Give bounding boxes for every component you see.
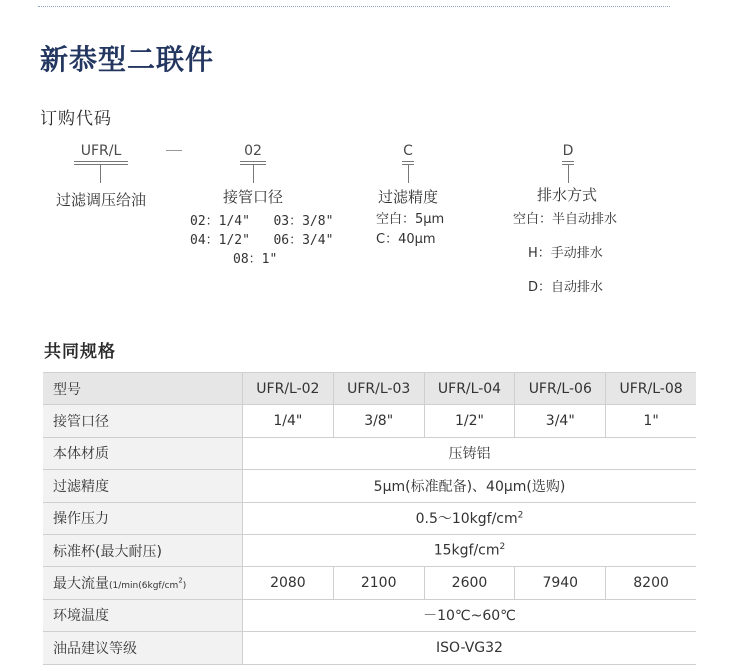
row-label: 接管口径 — [43, 405, 242, 437]
value-cell: 1" — [606, 405, 696, 437]
value-cell: 2100 — [333, 567, 424, 599]
drain-code: D — [562, 143, 574, 159]
table-row — [43, 567, 696, 599]
model-cell: UFR/L-03 — [333, 373, 424, 405]
table-row — [43, 437, 696, 469]
value-cell: 3/4" — [515, 405, 606, 437]
model-cell: UFR/L-04 — [424, 373, 515, 405]
flow-unit-sup: 2 — [178, 576, 183, 585]
proof-value: 15kgf/cm — [433, 542, 500, 559]
value-cell: －10℃~60℃ — [242, 599, 696, 631]
row-label: 油品建议等级 — [43, 632, 242, 664]
value-cell — [242, 534, 696, 566]
spec-table — [43, 372, 696, 665]
filter-connector — [408, 165, 409, 183]
flow-label: 最大流量 — [53, 576, 109, 593]
table-row — [43, 599, 696, 631]
table-row — [43, 534, 696, 566]
order-code-heading: 订购代码 — [40, 109, 112, 129]
value-cell — [242, 502, 696, 534]
value-cell: 1/4" — [242, 405, 333, 437]
flow-unit-end: ) — [182, 581, 187, 592]
table-row — [43, 470, 696, 502]
size-code: 02 — [244, 143, 262, 159]
value-cell: 压铸铝 — [242, 437, 696, 469]
value-cell: 3/8" — [333, 405, 424, 437]
spec-heading: 共同规格 — [44, 342, 116, 362]
value-cell: 7940 — [515, 567, 606, 599]
model-cell: UFR/L-02 — [242, 373, 333, 405]
separator-dash — [166, 150, 182, 151]
row-label: 本体材质 — [43, 437, 242, 469]
value-cell: 5μm(标准配备)、40μm(选购) — [242, 470, 696, 502]
size-option: 02：1/4" 03：3/8" — [190, 214, 334, 229]
value-cell: 2080 — [242, 567, 333, 599]
flow-unit: (1/min(6kgf/cm — [109, 581, 179, 592]
pressure-sup: 2 — [517, 510, 524, 521]
size-label: 接管口径 — [222, 188, 283, 206]
value-cell: ISO-VG32 — [242, 632, 696, 664]
row-label: 标准杯(最大耐压) — [43, 534, 242, 566]
drain-option: H：手动排水 — [528, 246, 603, 261]
table-row — [43, 502, 696, 534]
filter-option: C：40μm — [376, 232, 436, 247]
drain-option: 空白：半自动排水 — [513, 212, 618, 227]
drain-connector — [568, 165, 569, 183]
model-cell: UFR/L-08 — [606, 373, 696, 405]
value-cell: 8200 — [606, 567, 696, 599]
prefix-underline — [74, 161, 128, 165]
row-label: 环境温度 — [43, 599, 242, 631]
page-title: 新恭型二联件 — [40, 43, 215, 76]
table-row — [43, 373, 696, 405]
proof-sup: 2 — [499, 542, 506, 553]
row-label: 型号 — [43, 373, 242, 405]
filter-code: C — [403, 143, 413, 159]
filter-label: 过滤精度 — [377, 188, 438, 206]
value-cell: 2600 — [424, 567, 515, 599]
prefix-connector — [100, 165, 101, 183]
prefix-label: 过滤调压给油 — [55, 191, 146, 209]
size-option: 04：1/2" 06：3/4" — [190, 233, 334, 248]
size-option: 08：1" — [233, 252, 278, 267]
row-label: 操作压力 — [43, 502, 242, 534]
drain-option: D：自动排水 — [528, 280, 604, 295]
top-dotted-divider — [38, 6, 670, 7]
table-row — [43, 405, 696, 437]
pressure-value: 0.5～10kgf/cm — [415, 511, 518, 528]
size-connector — [253, 165, 254, 183]
table-row — [43, 632, 696, 664]
filter-option: 空白：5μm — [376, 212, 445, 227]
value-cell: 1/2" — [424, 405, 515, 437]
prefix-code: UFR/L — [80, 143, 122, 159]
model-cell: UFR/L-06 — [515, 373, 606, 405]
row-label — [43, 567, 242, 599]
drain-label: 排水方式 — [536, 186, 597, 204]
row-label: 过滤精度 — [43, 470, 242, 502]
